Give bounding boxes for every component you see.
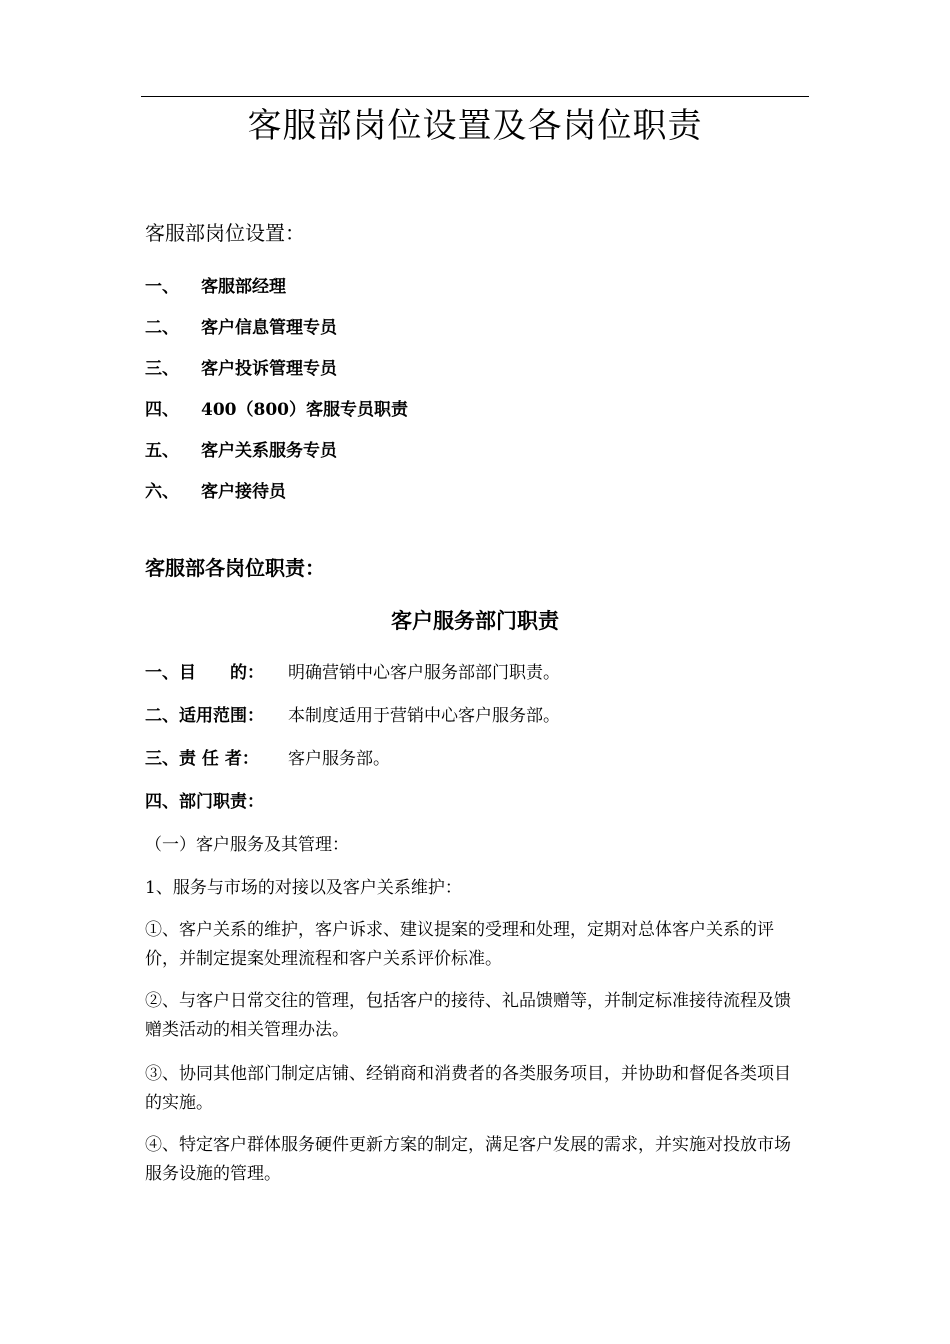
positions-heading: 客服部岗位设置： (145, 221, 305, 245)
purpose-row (145, 660, 560, 686)
list-item (145, 264, 408, 305)
scope-row (145, 703, 560, 729)
list-item-label: 客服部经理 (201, 277, 286, 297)
responsible-label: 三、责 任 者： (145, 749, 259, 769)
duties-heading: 客服部各岗位职责： (145, 556, 325, 580)
list-item-label: 客户关系服务专员 (201, 441, 337, 461)
document-title: 客服部岗位设置及各岗位职责 (247, 106, 703, 146)
paragraph-4: ④、特定客户群体服务硬件更新方案的制定，满足客户发展的需求，并实施对投放市场服务设施的管理。 (145, 1135, 791, 1184)
list-item-number: 五、 (145, 441, 179, 461)
scope-label: 二、适用范围： (145, 706, 264, 726)
purpose-label: 一、目 的： (145, 663, 264, 683)
header-rule (141, 96, 809, 97)
sub-heading: （一）客户服务及其管理： (145, 835, 349, 855)
scope-value: 本制度适用于营销中心客户服务部。 (288, 706, 560, 726)
paragraph-3: ③、协同其他部门制定店铺、经销商和消费者的各类服务项目，并协助和督促各类项目的实施。 (145, 1064, 791, 1113)
positions-list (145, 264, 408, 510)
list-item (145, 428, 408, 469)
list-item-label: 客户接待员 (201, 482, 286, 502)
list-item-label: 400（800）客服专员职责 (201, 400, 408, 420)
list-item (145, 346, 408, 387)
paragraph-2: ②、与客户日常交往的管理，包括客户的接待、礼品馈赠等，并制定标准接待流程及馈赠类活动的相关管理办法。 (145, 991, 791, 1040)
dept-duties-row (145, 789, 288, 815)
list-item (145, 387, 408, 428)
purpose-value: 明确营销中心客户服务部部门职责。 (288, 663, 560, 683)
list-item-number: 四、 (145, 400, 179, 420)
list-item-label: 客户投诉管理专员 (201, 359, 337, 379)
list-item-number: 六、 (145, 482, 179, 502)
responsible-value: 客户服务部。 (288, 749, 390, 769)
dept-heading: 客户服务部门职责 (391, 608, 559, 633)
list-item-number: 三、 (145, 359, 179, 379)
responsible-row (145, 746, 390, 772)
list-item (145, 305, 408, 346)
item-heading: 1、服务与市场的对接以及客户关系维护： (145, 878, 462, 898)
list-item (145, 469, 408, 510)
dept-duties-label: 四、部门职责： (145, 792, 264, 812)
list-item-number: 二、 (145, 318, 179, 338)
list-item-label: 客户信息管理专员 (201, 318, 337, 338)
paragraph-1: ①、客户关系的维护，客户诉求、建议提案的受理和处理，定期对总体客户关系的评价，并制定提案处理流程和客户关系评价标准。 (145, 920, 774, 969)
list-item-number: 一、 (145, 277, 179, 297)
